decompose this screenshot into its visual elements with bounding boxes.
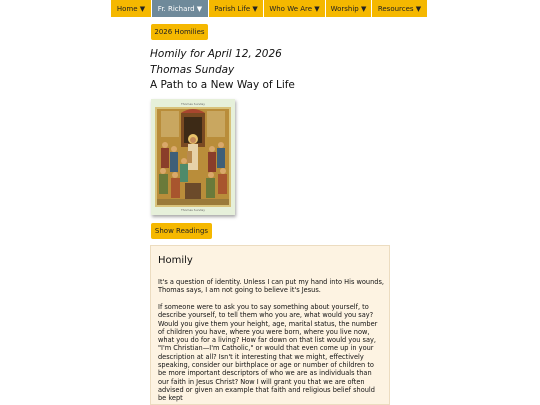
feast-title: Thomas Sunday [150,64,235,76]
thomas-sunday-icon [151,99,235,215]
homily-date-title: Homily for April 12, 2026 [150,48,282,60]
icon-top-caption: Thomas Sunday [180,102,206,106]
homily-paragraph-2: If someone were to ask you to say something about yourself, to describe yourself, to tell them who you are, what would you say? Would you give them your height, age, marital status, the number of children you have, where you were born, where you live now, what you do for a living? How far down on that list would you say, "I'm Christian—I'm Catholic," or would that even come up in your description at all? Isn't it interesting that we might, effectively speaking, consider our birthplace or age or number of children to be more important descriptors of who we are as individuals than our faith in Jesus Christ? Now I will grant you that we are often advised or given an example that faith and religious belief should be kept [158,303,378,403]
homily-heading: Homily [158,255,193,266]
homilies-2026-button[interactable]: 2026 Homilies [151,24,208,40]
nav-home[interactable]: Home ▼ [111,0,152,17]
homily-subtitle: A Path to a New Way of Life [150,79,295,91]
nav-worship[interactable]: Worship ▼ [326,0,372,17]
main-nav [111,0,428,17]
nav-parish-life[interactable]: Parish Life ▼ [209,0,264,17]
nav-fr-richard[interactable]: Fr. Richard ▼ [152,0,209,17]
homily-paragraph-1: It's a question of identity. Unless I can put my hand into His wounds, Thomas says, I am not going to believe it's Jesus. [158,278,384,295]
show-readings-button[interactable]: Show Readings [151,223,212,239]
icon-painting [151,99,235,215]
homily-card [150,245,390,405]
nav-resources[interactable]: Resources ▼ [372,0,428,17]
icon-bottom-caption: Thomas Sunday [180,208,206,212]
nav-who-we-are[interactable]: Who We Are ▼ [264,0,326,17]
